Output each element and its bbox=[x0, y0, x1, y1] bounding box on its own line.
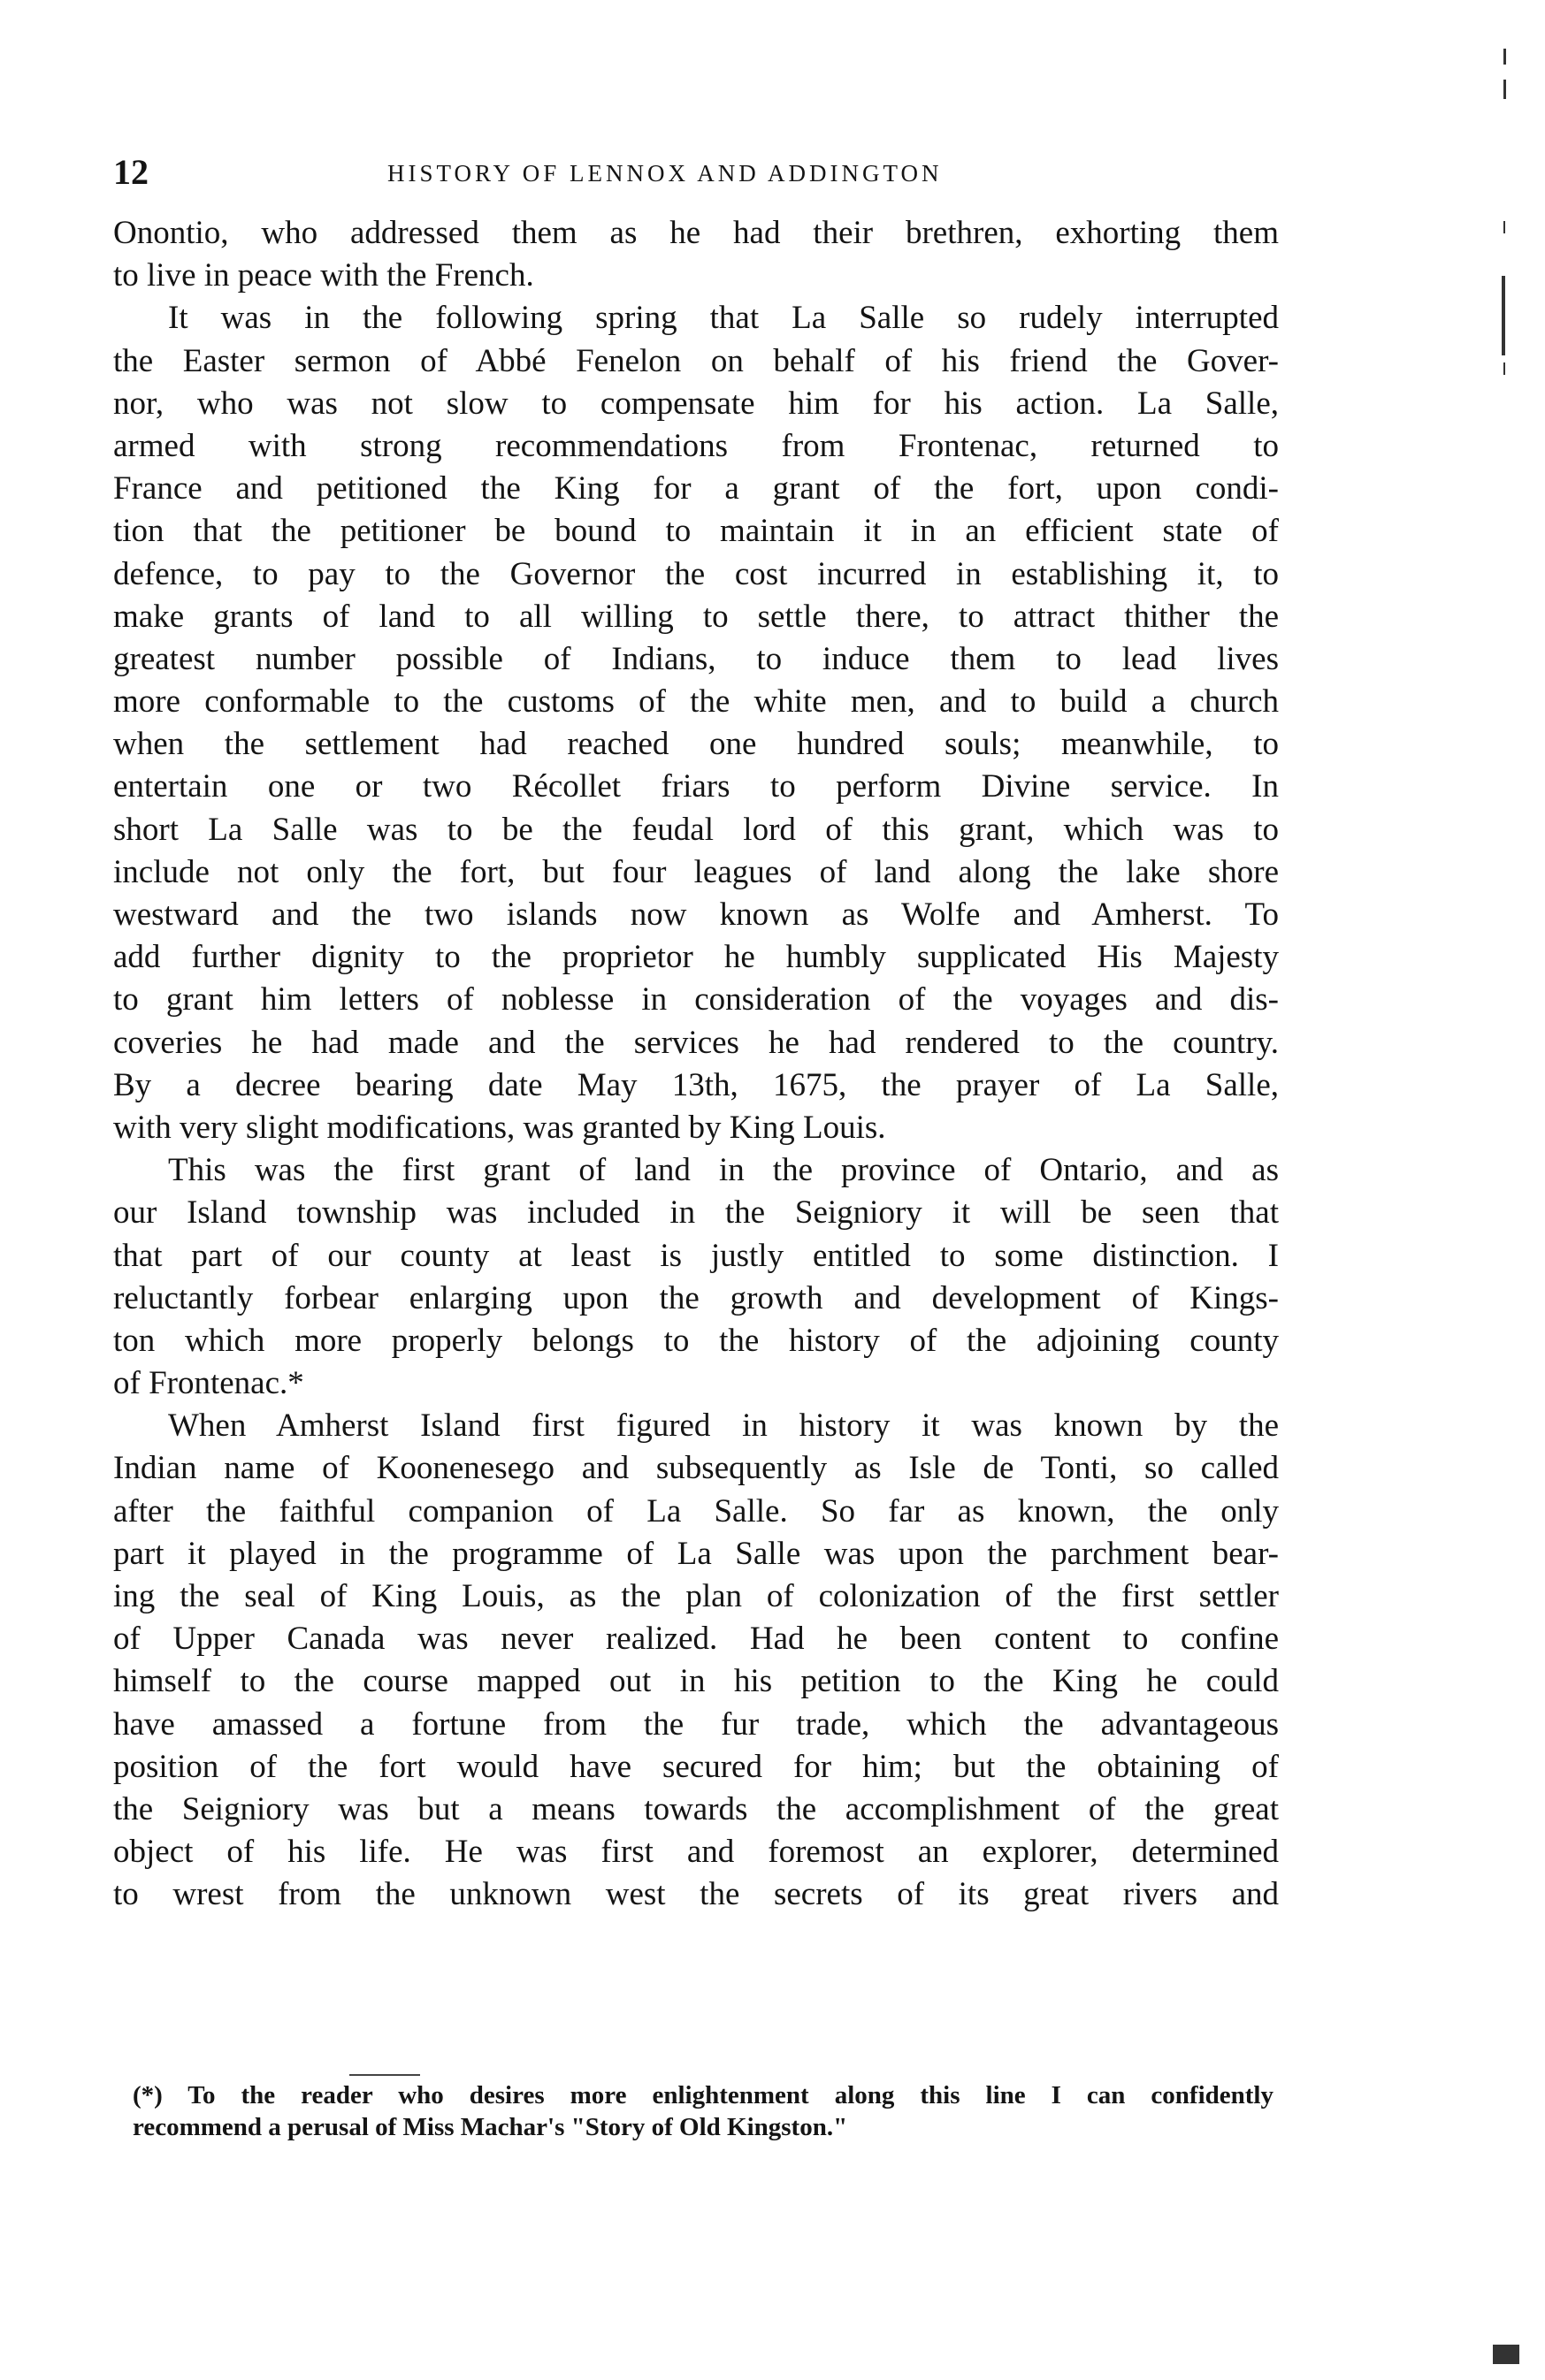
text-line: armed with strong recommendations from Frontenac, returned to bbox=[113, 427, 1279, 464]
text-line: coveries he had made and the services he had rendered to the country. bbox=[113, 1024, 1279, 1061]
text-line: add further dignity to the proprietor he humbly supplicated His Majesty bbox=[113, 939, 1279, 976]
text-line: ing the seal of King Louis, as the plan of colonization of the first settler bbox=[113, 1578, 1279, 1614]
text-line: Onontio, who addressed them as he had their brethren, exhorting them bbox=[113, 215, 1279, 251]
text-line: that part of our county at least is justly entitled to some distinction. I bbox=[113, 1237, 1279, 1274]
text-line: part it played in the programme of La Salle was upon the parchment bear- bbox=[113, 1535, 1279, 1572]
text-line: with very slight modifications, was granted by King Louis. bbox=[113, 1109, 886, 1146]
text-line: to live in peace with the French. bbox=[113, 257, 534, 294]
text-line: defence, to pay to the Governor the cost incurred in establishing it, to bbox=[113, 555, 1279, 592]
text-line: the Seigniory was but a means towards the accomplishment of the great bbox=[113, 1790, 1279, 1827]
footnote-rule bbox=[349, 2074, 420, 2076]
running-title: HISTORY OF LENNOX AND ADDINGTON bbox=[387, 160, 943, 187]
text-line: after the faithful companion of La Salle. So far as known, the only bbox=[113, 1492, 1279, 1529]
footnote bbox=[133, 2079, 1273, 2143]
text-line: Indian name of Koonenesego and subsequently as Isle de Tonti, so called bbox=[113, 1450, 1279, 1487]
text-line: when the settlement had reached one hundred souls; meanwhile, to bbox=[113, 726, 1279, 763]
text-line: of Upper Canada was never realized. Had he been content to confine bbox=[113, 1621, 1279, 1658]
text-line: object of his life. He was first and foremost an explorer, determined bbox=[113, 1834, 1279, 1871]
page-header bbox=[113, 150, 1281, 195]
text-line: more conformable to the customs of the white men, and to build a church bbox=[113, 683, 1279, 721]
text-line: of Frontenac.* bbox=[113, 1365, 304, 1402]
text-line: to grant him letters of noblesse in consideration of the voyages and dis- bbox=[113, 981, 1279, 1018]
scan-mark bbox=[1502, 276, 1505, 355]
text-line: westward and the two islands now known as Wolfe and Amherst. To bbox=[113, 896, 1279, 933]
text-line: reluctantly forbear enlarging upon the growth and development of Kings- bbox=[113, 1279, 1279, 1316]
text-line: greatest number possible of Indians, to induce them to lead lives bbox=[113, 640, 1279, 677]
footnote-line: (*) To the reader who desires more enlightenment along this line I can confidently bbox=[133, 2081, 1273, 2109]
scan-mark bbox=[1503, 362, 1505, 375]
text-line: This was the first grant of land in the province of Ontario, and as bbox=[168, 1152, 1279, 1189]
text-line: have amassed a fortune from the fur trade, which the advantageous bbox=[113, 1705, 1279, 1743]
scan-mark bbox=[1503, 221, 1505, 233]
text-line: It was in the following spring that La Salle so rudely interrupted bbox=[168, 300, 1279, 337]
scan-mark bbox=[1503, 80, 1506, 99]
body-text bbox=[113, 212, 1279, 1917]
text-line: short La Salle was to be the feudal lord of this grant, which was to bbox=[113, 811, 1279, 848]
text-line: himself to the course mapped out in his petition to the King he could bbox=[113, 1663, 1279, 1700]
page-number: 12 bbox=[113, 152, 149, 192]
text-line: tion that the petitioner be bound to maintain it in an efficient state of bbox=[113, 513, 1279, 550]
text-line: the Easter sermon of Abbé Fenelon on behalf of his friend the Gover- bbox=[113, 342, 1279, 379]
text-line: ton which more properly belongs to the history of the adjoining county bbox=[113, 1322, 1279, 1359]
text-line: include not only the fort, but four leagues of land along the lake shore bbox=[113, 853, 1279, 890]
text-line: make grants of land to all willing to settle there, to attract thither the bbox=[113, 598, 1279, 635]
text-line: position of the fort would have secured for him; but the obtaining of bbox=[113, 1748, 1279, 1785]
text-line: our Island township was included in the Seigniory it will be seen that bbox=[113, 1194, 1279, 1232]
text-line: entertain one or two Récollet friars to perform Divine service. In bbox=[113, 768, 1279, 805]
text-line: By a decree bearing date May 13th, 1675, the prayer of La Salle, bbox=[113, 1066, 1279, 1103]
scan-mark bbox=[1503, 49, 1506, 65]
text-line: France and petitioned the King for a grant of the fort, upon condi- bbox=[113, 470, 1279, 507]
text-line: When Amherst Island first figured in history it was known by the bbox=[168, 1407, 1279, 1445]
scan-mark bbox=[1493, 2345, 1519, 2364]
footnote-line: recommend a perusal of Miss Machar's "Story of Old Kingston." bbox=[133, 2113, 848, 2141]
text-line: nor, who was not slow to compensate him for his action. La Salle, bbox=[113, 385, 1279, 422]
text-line: to wrest from the unknown west the secrets of its great rivers and bbox=[113, 1876, 1279, 1913]
